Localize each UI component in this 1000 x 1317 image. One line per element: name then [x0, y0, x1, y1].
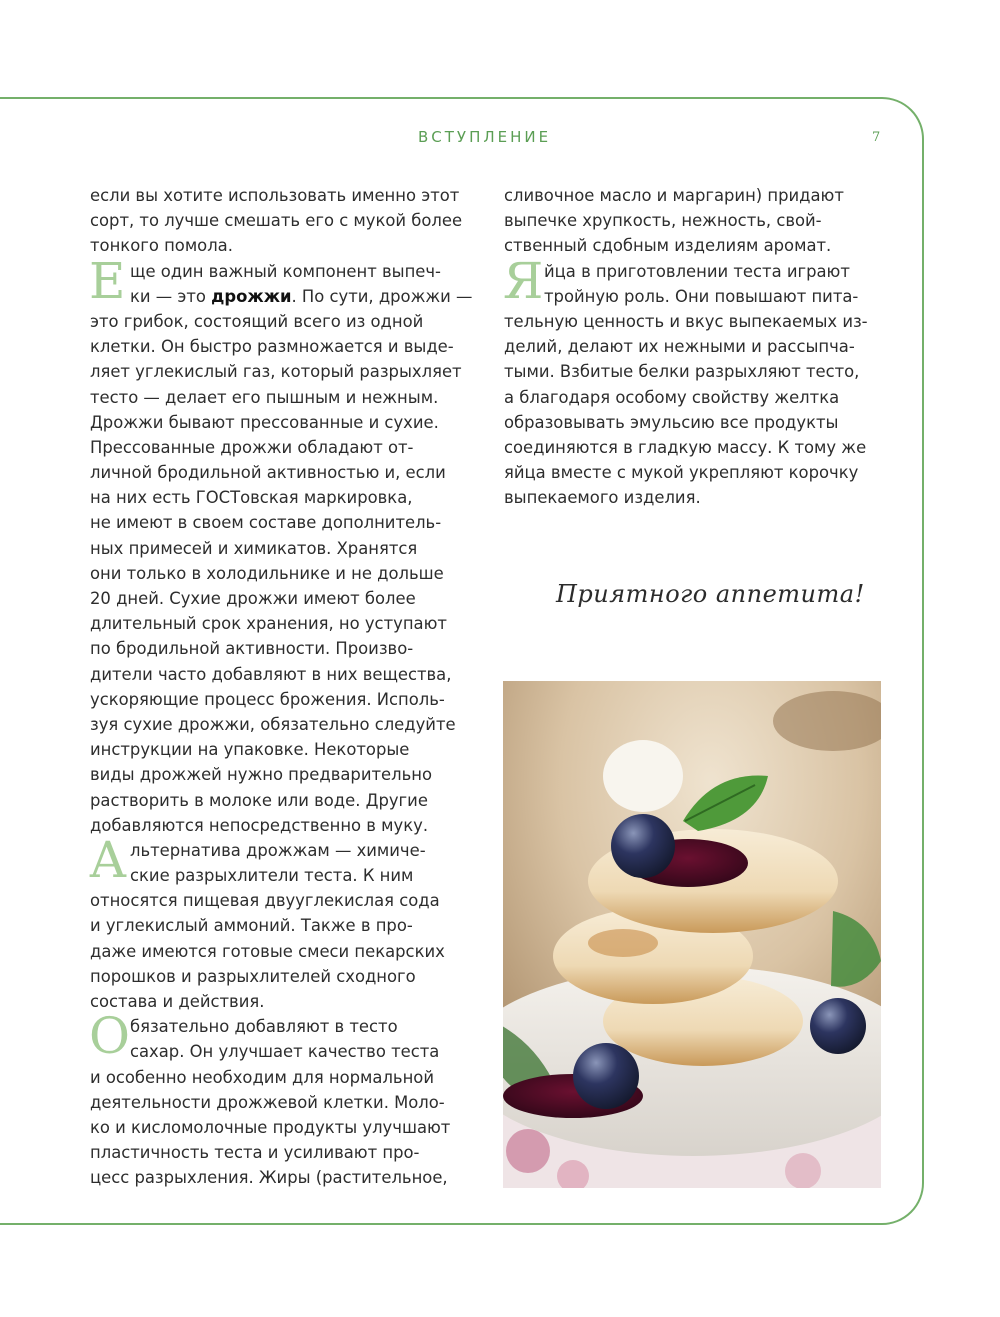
text-line: тыми. Взбитые белки разрыхляют тесто, [504, 362, 860, 382]
text-line: инструкции на упаковке. Некоторые [90, 740, 410, 760]
text-segment: . По сути, дрожжи — [291, 286, 473, 306]
rose-pattern [506, 1129, 550, 1173]
text-line: сахар. Он улучшает качество теста [130, 1042, 440, 1062]
sour-cream [603, 740, 683, 812]
text-line: яйца вместе с мукой укрепляют корочку [504, 463, 859, 483]
text-line: если вы хотите использовать именно этот [90, 186, 460, 205]
text-line: ские разрыхлители теста. К ним [130, 866, 414, 886]
text-line: на них есть ГОСТовская маркировка, [90, 488, 413, 508]
text-line: состава и действия. [90, 992, 265, 1011]
text-line: не имеют в своем составе дополнитель- [90, 513, 442, 533]
alternative-paragraph [89, 830, 460, 1014]
golden-crust [588, 929, 658, 957]
closing-wish: Приятного аппетита! [556, 580, 865, 608]
drop-cap: Е [89, 251, 126, 310]
rose-pattern [785, 1153, 821, 1188]
text-line: даже имеются готовые смеси пекарских [90, 941, 445, 961]
eggs-paragraph [503, 251, 880, 511]
text-line: ственный сдобным изделиям аромат. [504, 236, 832, 256]
blueberry [810, 998, 866, 1054]
fats-paragraph-end [504, 183, 880, 259]
drop-cap: О [89, 1007, 130, 1066]
text-line: тельную ценность и вкус выпекаемых из- [504, 311, 868, 331]
text-line: Прессованные дрожжи обладают от- [90, 437, 414, 457]
text-line: длительный срок хранения, но уступают [90, 614, 447, 634]
text-line: Дрожжи бывают прессованные и сухие. [90, 412, 439, 432]
text-line: делий, делают их нежными и рассыпча- [504, 337, 855, 357]
section-title: ВСТУПЛЕНИЕ [418, 128, 552, 146]
text-segment: ки — это [130, 286, 212, 306]
text-line: по бродильной активности. Произво- [90, 639, 414, 659]
text-line: тесто — делает его пышным и нежным. [90, 387, 439, 407]
drop-cap: А [89, 830, 127, 889]
syrniki-illustration [503, 681, 881, 1188]
text-line: сорт, то лучше смешать его с мукой более [90, 211, 463, 231]
sugar-paragraph [89, 1007, 460, 1190]
text-line: ных примесей и химикатов. Хранятся [90, 538, 418, 558]
text-line: относятся пищевая двууглекислая сода [90, 891, 440, 911]
syrniki-photo [503, 681, 881, 1188]
bold-term: дрожжи [211, 286, 292, 306]
text-line: клетки. Он быстро размножается и выде- [90, 337, 454, 357]
text-line: дители часто добавляют в них вещества, [90, 664, 452, 684]
text-line: цесс разрыхления. Жиры (растительное, [90, 1168, 448, 1188]
text-line: виды дрожжей нужно предварительно [90, 765, 432, 785]
right-column [504, 183, 880, 510]
text-line: сливочное масло и маргарин) придают [504, 186, 844, 205]
text-line: 20 дней. Сухие дрожжи имеют более [90, 589, 416, 608]
text-line: соединяются в гладкую массу. К тому же [504, 437, 867, 457]
text-line: ко и кисломолочные продукты улучшают [90, 1117, 451, 1137]
text-line: добавляются непосредственно в муку. [90, 815, 429, 835]
text-line: порошков и разрыхлителей сходного [90, 966, 416, 986]
text-line: деятельности дрожжевой клетки. Моло- [90, 1092, 445, 1112]
text-line: растворить в молоке или воде. Другие [90, 790, 428, 810]
page-number: 7 [872, 130, 881, 145]
text-line: и углекислый аммоний. Также в про- [90, 916, 413, 936]
text-line: они только в холодильнике и не дольше [90, 563, 444, 583]
text-line [90, 284, 473, 309]
text-line: пластичность теста и усиливают про- [90, 1143, 420, 1163]
drop-cap: Я [503, 251, 544, 310]
text-line: и особенно необходим для нормальной [90, 1067, 434, 1087]
text-line: льтернатива дрожжам — химиче- [130, 840, 426, 860]
text-line: личной бродильной активностью и, если [90, 463, 446, 483]
left-column [89, 183, 473, 1191]
text-line: образовывать эмульсию все продукты [504, 412, 839, 432]
text-line: это грибок, состоящий всего из одной [90, 311, 424, 331]
text-line: бязательно добавляют в тесто [130, 1017, 398, 1037]
text-line: ляет углекислый газ, который разрыхляет [90, 362, 462, 382]
text-line: выпечке хрупкость, нежность, свой- [504, 211, 822, 231]
text-line: йца в приготовлении теста играют [544, 261, 850, 281]
blueberry [611, 814, 675, 878]
text-line: тройную роль. Они повышают пита- [544, 286, 859, 306]
blueberry [573, 1043, 639, 1109]
yeast-paragraph [89, 251, 473, 838]
text-line: выпекаемого изделия. [504, 488, 701, 508]
text-line: тонкого помола. [90, 236, 233, 256]
text-line: ускоряющие процесс брожения. Исполь- [90, 689, 445, 709]
text-line: а благодаря особому свойству желтка [504, 387, 840, 407]
text-line: ще один важный компонент выпеч- [130, 261, 441, 281]
intro-paragraph [90, 183, 463, 259]
text-line: зуя сухие дрожжи, обязательно следуйте [90, 714, 456, 734]
